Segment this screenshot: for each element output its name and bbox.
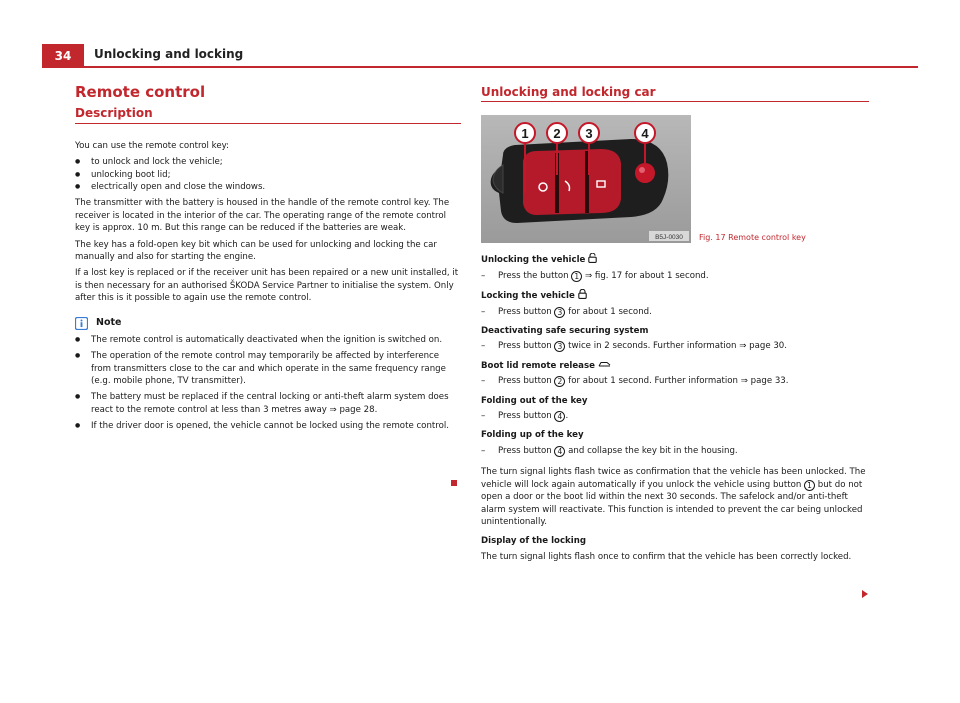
unlock-icon (588, 253, 597, 263)
callout-4 (635, 123, 655, 143)
button-number: 4 (554, 411, 565, 422)
section-end-mark (451, 480, 457, 486)
svg-text:4: 4 (641, 126, 649, 142)
turn-signal-paragraph: The turn signal lights flash twice as confirmation that the vehicle has been unlocked. The vehicle will lock again automatically if you unlock the vehicle using button 1 but do not open a door or the boot lid within the next 30 seconds. The safelock and/or anti-theft alarm system will reactivate. This function is intended to prevent the car being unlocked unintentionally. (481, 467, 866, 527)
note-header (75, 317, 461, 330)
locking-display (481, 535, 869, 563)
button-number: 3 (554, 341, 565, 352)
running-header: Unlocking and locking (94, 47, 244, 61)
paragraph: The transmitter with the battery is housed in the handle of the remote control key. The receiver is located in the interior of the car. The operating range of the remote control key is approx. 10 m. But this range can be reduced if the batteries are weak. (75, 198, 450, 234)
continue-arrow-icon (862, 590, 868, 598)
instruction-boot-release (481, 360, 869, 388)
figure-caption: Fig. 17 Remote control key (699, 233, 806, 243)
paragraph: The key has a fold-open key bit which can be used for unlocking and locking the car manually and also for starting the engine. (75, 239, 437, 263)
right-column (481, 86, 869, 563)
callout-2 (547, 123, 567, 143)
button-number: 2 (554, 376, 565, 387)
callout-3 (579, 123, 599, 143)
list-item: ● to unlock and lock the vehicle; (75, 156, 461, 168)
section-title: Remote control (75, 83, 206, 101)
instruction-fold-out (481, 395, 869, 423)
paragraph: If a lost key is replaced or if the receiver unit has been repaired or a new unit installed, it is then necessary for an authorised ŠKODA Service Partner to initialise the system. Only after this is it possible to again use the remote control. (75, 268, 459, 304)
instruction-heading: Unlocking the vehicle (481, 253, 869, 266)
note-item: ● If the driver door is opened, the vehicle cannot be locked using the remote control. (75, 420, 461, 432)
svg-text:2: 2 (553, 126, 561, 142)
left-column (75, 83, 461, 437)
figure-code: B5J-0030 (655, 234, 683, 242)
intro-text: You can use the remote control key: (75, 140, 229, 151)
instruction-fold-up (481, 429, 869, 457)
note-item: ● The battery must be replaced if the central locking or anti-theft alarm system does react to the remote control at less than 3 metres away ⇒ page 28. (75, 391, 461, 416)
instruction-step: – Press button 3 twice in 2 seconds. Further information ⇒ page 30. (481, 340, 869, 352)
button-number: 1 (571, 271, 582, 282)
instruction-unlock (481, 253, 869, 282)
callout-1 (515, 123, 535, 143)
page-number: 34 (42, 44, 84, 68)
instruction-heading: Folding up of the key (481, 430, 584, 441)
instruction-step: – Press button 4 and collapse the key bit in the housing. (481, 445, 869, 457)
svg-text:1: 1 (521, 126, 529, 142)
button-number: 1 (804, 480, 815, 491)
instruction-lock (481, 289, 869, 318)
instruction-heading: Display of the locking (481, 536, 586, 547)
note-item: ● The remote control is automatically deactivated when the ignition is switched on. (75, 334, 461, 346)
instruction-heading: Folding out of the key (481, 395, 588, 406)
note-item: ● The operation of the remote control may temporarily be affected by interference from transmitters close to the car and which operate in the same frequency range (e.g. mobile phone, TV transmitter). (75, 350, 461, 387)
list-item: ● electrically open and close the windows. (75, 181, 461, 193)
subsection-title: Description (75, 107, 461, 123)
svg-text:3: 3 (585, 126, 593, 142)
lock-icon (578, 289, 587, 299)
button-number: 4 (554, 446, 565, 457)
note-title: Note (96, 316, 122, 328)
instruction-step: – Press button 2 for about 1 second. Further information ⇒ page 33. (481, 375, 869, 387)
remote-key-figure (481, 115, 806, 243)
section-title: Unlocking and locking car (481, 86, 869, 102)
button-number: 3 (554, 307, 565, 318)
paragraph: The turn signal lights flash once to confirm that the vehicle has been correctly locked. (481, 551, 852, 562)
header-rule (84, 66, 918, 68)
instruction-heading: Locking the vehicle (481, 289, 869, 302)
feature-list (75, 156, 461, 193)
instruction-heading: Boot lid remote release (481, 360, 869, 372)
instruction-heading: Deactivating safe securing system (481, 326, 649, 337)
instruction-safe-securing (481, 325, 869, 353)
info-icon (75, 317, 88, 330)
instruction-step: – Press button 4 . (481, 410, 869, 422)
remote-key-illustration (481, 115, 691, 243)
instruction-step: – Press the button 1 ⇒ fig. 17 for about 1 second. (481, 270, 869, 282)
list-item: ● unlocking boot lid; (75, 169, 461, 181)
instruction-step: – Press button 3 for about 1 second. (481, 306, 869, 318)
boot-lid-icon (598, 360, 611, 368)
